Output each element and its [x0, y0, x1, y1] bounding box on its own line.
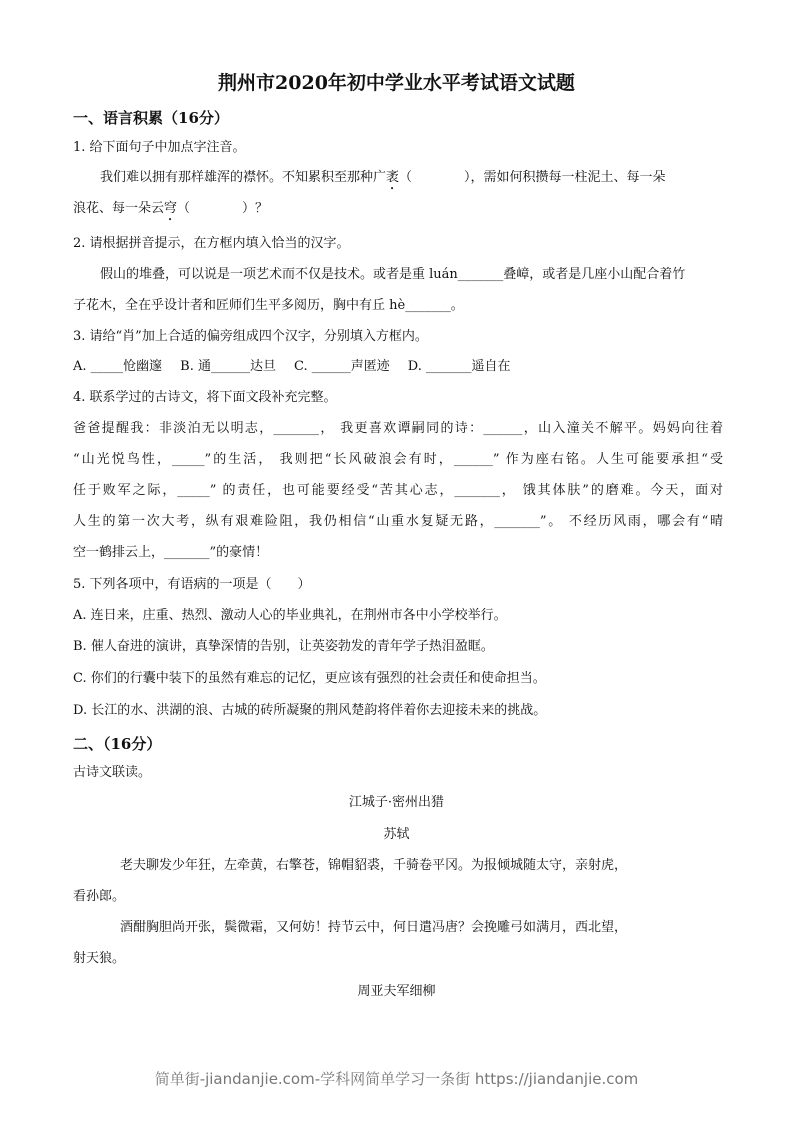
question-3-options: [73, 358, 528, 376]
footer-watermark: 简单街-jiandanjie.com-学科网简单学习一条街 https://jiandanjie.com: [154, 1070, 639, 1088]
question-4-text-line: 人生的第一次大考，纵有艰难险阻，我仍相信“山重水复疑无路，_______”。 不经历风雨，哪会有“晴: [73, 514, 723, 529]
section-heading-2: 二、（16分）: [73, 735, 162, 753]
question-5-prompt: 5. 下列各项中，有语病的一项是（ ）: [73, 577, 311, 592]
question-5-option: B. 催人奋进的演讲，真挚深情的告别，让英姿勃发的青年学子热泪盈眶。: [73, 639, 494, 654]
question-2-text-line: 子花木，全在乎设计者和匠师们生平多阅历，胸中有丘 hè_______。: [73, 298, 464, 313]
poem-title: 江城子·密州出猎: [348, 795, 445, 810]
question-2-text-line: 假山的堆叠，可以说是一项艺术而不仅是技术。或者是重 luán_______叠嶂，或者是几座小山配合着竹: [100, 267, 686, 282]
passage-title: 周亚夫军细柳: [357, 984, 436, 999]
text: 浪花、每一朵云: [73, 201, 165, 216]
option: C. ______声匿迹: [293, 359, 390, 374]
question-4-text-line: “山光悦鸟性，_____”的生活， 我则把“长风破浪会有时，______” 作为座右铭。人生可能要承担“受: [73, 452, 723, 467]
poem-line: 射天狼。: [73, 951, 126, 966]
question-4-text-line: 爸爸提醒我：非淡泊无以明志，_______， 我更喜欢谭嗣同的诗：______，山入潼关不解平。妈妈向往着: [73, 421, 723, 436]
dotted-char: 袤: [386, 170, 400, 185]
question-5-option: C. 你们的行囊中装下的虽然有难忘的记忆，更应该有强烈的社会责任和使命担当。: [73, 671, 546, 686]
question-4-text-line: 空一鹤排云上，_______”的豪情！: [73, 545, 269, 560]
question-1-text-line: [73, 200, 268, 224]
question-1-text-line: [100, 169, 666, 193]
question-4-prompt: 4. 联系学过的古诗文，将下面文段补充完整。: [73, 390, 337, 405]
question-3-prompt: 3. 请给“肖”加上合适的偏旁组成四个汉字，分别填入方框内。: [73, 329, 428, 344]
question-1-prompt: 1. 给下面句子中加点字注音。: [73, 140, 246, 155]
question-2-prompt: 2. 请根据拼音提示，在方框内填入恰当的汉字。: [73, 236, 350, 251]
text: （ ），需如何积攒每一柱泥土、每一朵: [399, 170, 666, 185]
question-5-option: A. 连日来，庄重、热烈、激动人心的毕业典礼，在荆州市各中小学校举行。: [73, 608, 507, 623]
page-title: 荆州市2020年初中学业水平考试语文试题: [218, 72, 575, 94]
question-5-option: D. 长江的水、洪湖的浪、古城的砖所凝聚的荆风楚韵将伴着你去迎接未来的挑战。: [73, 703, 547, 718]
dotted-char: 穹: [164, 201, 178, 216]
option: D. _______遥自在: [407, 359, 511, 374]
poem-line: 酒酣胸胆尚开张，鬓微霜，又何妨！持节云中，何日遣冯唐？会挽雕弓如满月，西北望，: [120, 920, 628, 935]
poem-line: 老夫聊发少年狂，左牵黄，右擎苍，锦帽貂裘，千骑卷平冈。为报倾城随太守，亲射虎，: [120, 858, 628, 873]
poem-author: 苏轼: [383, 827, 410, 842]
section-2-intro: 古诗文联读。: [73, 765, 152, 780]
section-heading-1: 一、语言积累（16分）: [73, 109, 229, 127]
poem-line: 看孙郎。: [73, 889, 126, 904]
option: A. _____怆幽邃: [73, 359, 163, 374]
text: （ ）？: [177, 201, 269, 216]
text: 我们难以拥有那样雄浑的襟怀。不知累积至那种广: [100, 170, 387, 185]
option: B. 通______达旦: [180, 359, 276, 374]
question-4-text-line: 任于败军之际，_____” 的责任，也可能要经受“苦其心志，_______， 饿其体肤”的磨难。今天，面对: [73, 483, 724, 498]
